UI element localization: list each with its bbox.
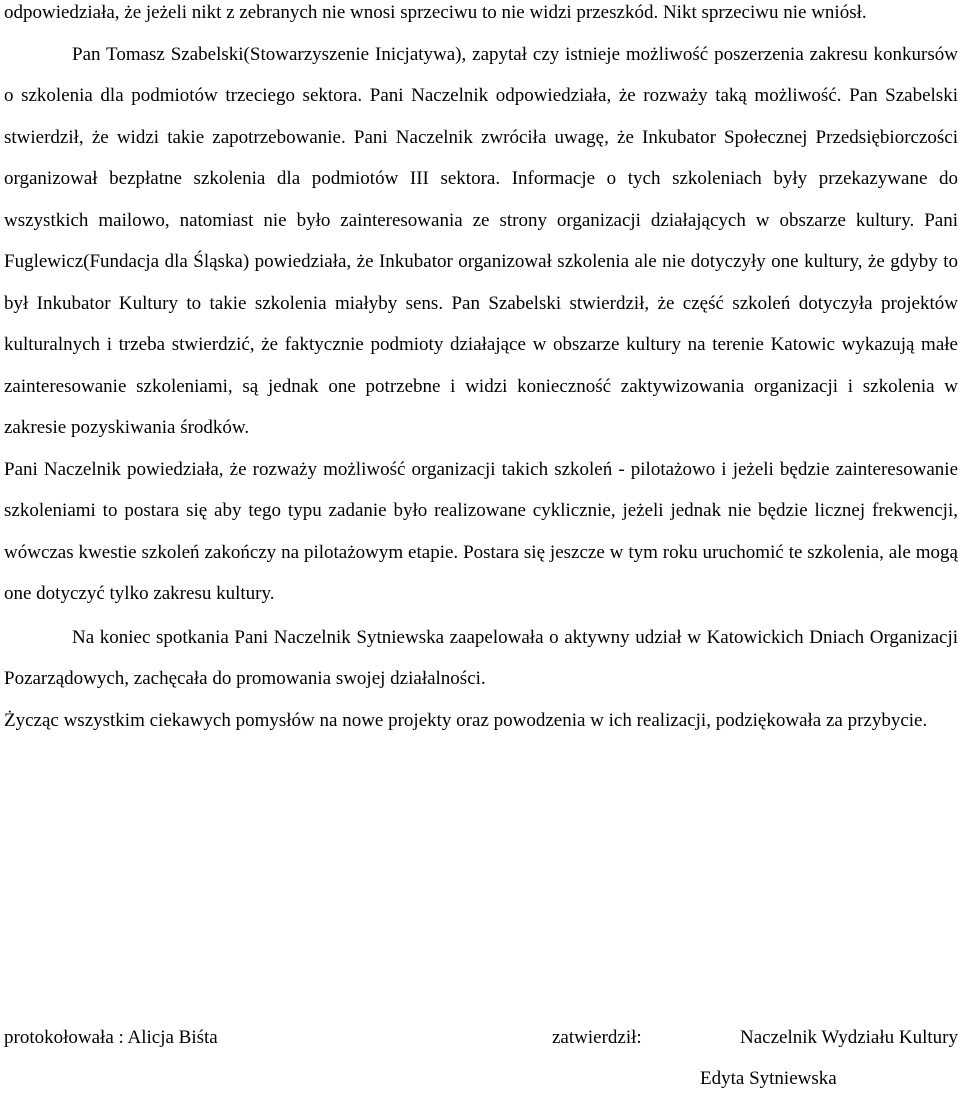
paragraph-2: Pan Tomasz Szabelski(Stowarzyszenie Inicjatywa), zapytał czy istnieje możliwość poszerzenia zakresu konkursów o szkolenia dla podmiotów trzeciego sektora. Pani Naczelnik odpowiedziała, że rozważy taką możliwość. Pan Szabelski stwierdził, że widzi takie zapotrzebowanie. Pani Naczelnik zwróciła uwagę, że Inkubator Społecznej Przedsiębiorczości organizował bezpłatne szkolenia dla podmiotów III sektora. Informacje o tych szkoleniach były przekazywane do wszystkich mailowo, natomiast nie było zainteresowania ze strony organizacji działających w obszarze kultury. Pani Fuglewicz(Fundacja dla Śląska) powiedziała, że Inkubator organizował szkolenia ale nie dotyczyły one kultury, że gdyby to był Inkubator Kultury to takie szkolenia miałyby sens. Pan Szabelski stwierdził, że część szkoleń dotyczyła projektów kulturalnych i trzeba stwierdzić, że faktycznie podmioty działające w obszarze kultury na terenie Katowic wykazują małe zainteresowanie szkoleniami, są jednak one potrzebne i widzi konieczność zaktywizowania organizacji i szkolenia w zakresie pozyskiwania środków. [4, 43, 958, 438]
paragraph-3: Pani Naczelnik powiedziała, że rozważy możliwość organizacji takich szkoleń - pilotażowo i jeżeli będzie zainteresowanie szkoleniami to postara się aby tego typu zadanie było realizowane cyklicznie, jeżeli jednak nie będzie licznej frekwencji, wówczas kwestie szkoleń zakończy na pilotażowym etapie. Postara się jeszcze w tym roku uruchomić te szkolenia, ale mogą one dotyczyć tylko zakresu kultury. [4, 458, 958, 604]
document-body [4, 0, 958, 741]
approval [552, 1017, 958, 1099]
paragraph-5: Życząc wszystkim ciekawych pomysłów na nowe projekty oraz powodzenia w ich realizacji, podziękowała za przybycie. [4, 709, 928, 731]
recorded-by: protokołowała : Alicja Biśta [4, 1027, 218, 1048]
approved-title: Naczelnik Wydziału Kultury [740, 1027, 958, 1048]
approval-line [552, 1017, 958, 1058]
paragraph-4: Na koniec spotkania Pani Naczelnik Sytniewska zaapelowała o aktywny udział w Katowickich Dniach Organizacji Pozarządowych, zachęcała do promowania swojej działalności. [4, 626, 958, 689]
approved-label: zatwierdził: [552, 1027, 642, 1048]
signature-block [4, 1017, 958, 1087]
approved-name: Edyta Sytniewska [700, 1068, 837, 1089]
paragraph-1: odpowiedziała, że jeżeli nikt z zebranych nie wnosi sprzeciwu to nie widzi przeszkód. Nikt sprzeciwu nie wniósł. [4, 2, 867, 23]
